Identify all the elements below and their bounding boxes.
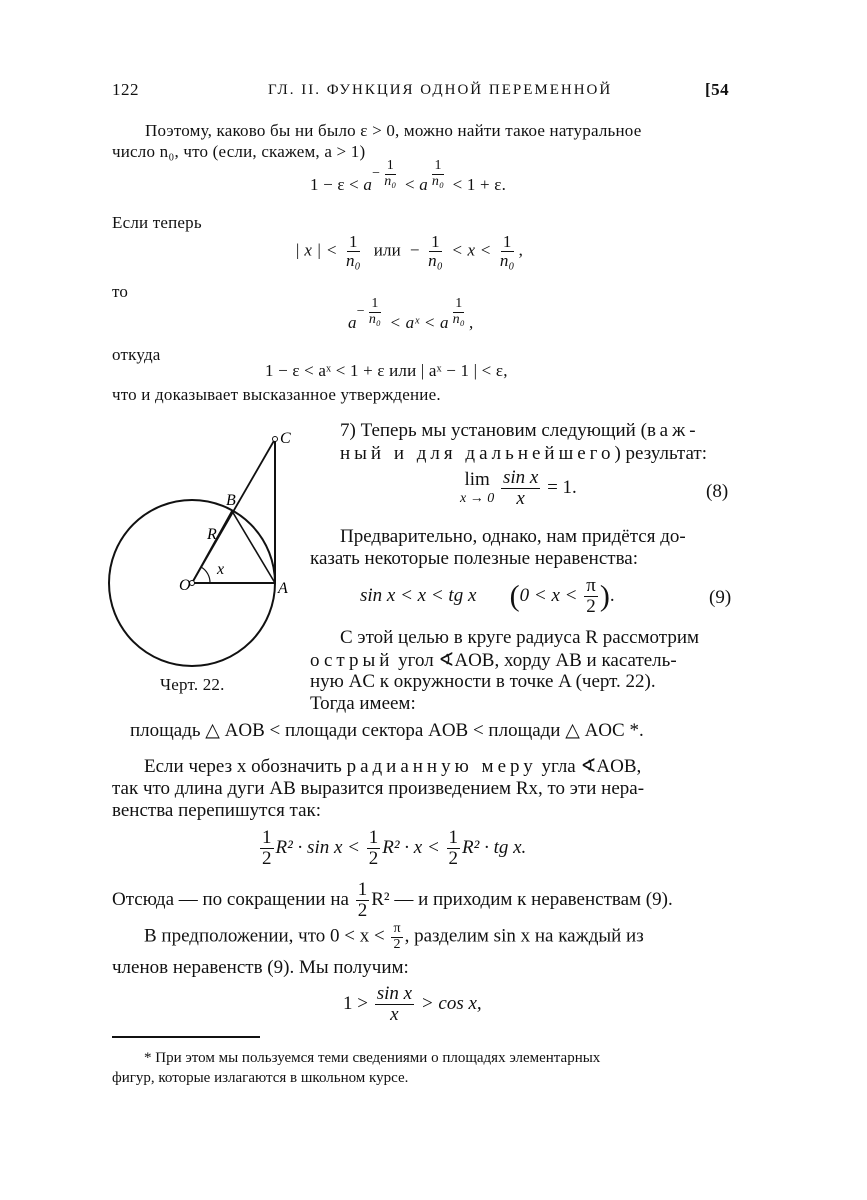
paragraph-line: Если через x обозначить радианную меру угла ∢AOB, xyxy=(144,756,642,777)
equation-areas: площадь △ AOB < площади сектора AOB < площади △ AOC *. xyxy=(130,720,644,741)
paragraph-line: 7) Теперь мы установим следующий (важ- xyxy=(340,420,700,441)
paragraph-line: Отсюда — по сокращении на $\frac{1}{2}$ R² — и приходим к неравенствам (9). xyxy=(112,879,673,921)
paragraph-line: ный и для дальнейшего) результат: xyxy=(340,443,707,464)
paragraph-line: членов неравенств (9). Мы получим: xyxy=(112,957,409,978)
paragraph-line: венства перепишутся так: xyxy=(112,800,322,821)
label-O: O xyxy=(179,577,191,594)
equation-4: 1 − ε < aˣ < 1 + ε или | aˣ − 1 | < ε, xyxy=(265,361,508,380)
word-otkuda: откуда xyxy=(112,345,161,364)
angle-arc xyxy=(201,567,210,583)
equation-limit: lim x → 0 $\frac{\text{sin x}}{x}$ = 1. xyxy=(460,467,577,509)
footnote-line: фигур, которые излагаются в школьном курсе. xyxy=(112,1070,409,1086)
paragraph-line: число n₀, что (если, скажем, a > 1) xyxy=(112,142,366,161)
section-number: [54 xyxy=(705,80,730,99)
word-esli: Если теперь xyxy=(112,213,202,232)
paragraph-line: острый угол ∢AOB, хорду AB и касатель- xyxy=(310,650,677,671)
point-C xyxy=(273,437,278,442)
label-x: x xyxy=(217,561,225,578)
page-number: 122 xyxy=(112,80,139,99)
label-B: B xyxy=(226,492,236,509)
paragraph-line: Предварительно, однако, нам придётся до- xyxy=(340,526,686,547)
equation-1: $1 - \varepsilon < a^{- \frac{1}{\text{n₀}}}$ < a $^{\frac{1}{\text{n₀}}}$ < 1 + ε. xyxy=(310,158,507,195)
figure-22 xyxy=(105,425,305,695)
paragraph-line: Поэтому, каково бы ни было ε > 0, можно найти такое натуральное xyxy=(145,121,642,140)
word-to: то xyxy=(112,282,129,301)
paragraph-line: С этой целью в круге радиуса R рассмотрим xyxy=(340,627,700,648)
equation-half-r: $\frac{1}{2}$ R² · sin x < $\frac{1}{2}$ R² · x < $\frac{1}{2}$ R² · tg x. xyxy=(262,827,527,869)
paragraph-line: что и доказывает высказанное утверждение. xyxy=(112,385,441,404)
equation-tag-9: (9) xyxy=(709,587,732,608)
running-header: ГЛ. II. ФУНКЦИЯ ОДНОЙ ПЕРЕМЕННОЙ xyxy=(268,82,613,98)
label-R: R xyxy=(207,526,217,543)
paragraph-line: казать некоторые полезные неравенства: xyxy=(310,548,639,569)
paragraph-line: ную AC к окружности в точке A (черт. 22). xyxy=(310,671,656,692)
label-A: A xyxy=(278,580,288,597)
figure-caption: Черт. 22. xyxy=(160,675,225,694)
footnote-line: * При этом мы пользуемся теми сведениями о площадях элементарных xyxy=(144,1050,601,1066)
footnote-rule xyxy=(112,1036,260,1038)
paragraph-line: так что длина дуги AB выразится произведением Rx, то эти нера- xyxy=(112,778,645,799)
equation-final: 1 > $\frac{\text{sin x}}{x}$ > cos x, xyxy=(343,983,482,1025)
paragraph-line: Тогда имеем: xyxy=(310,693,416,714)
equation-2: | x | < $\frac{1}{\text{n₀}}$ или − $\frac{1}{\text{n₀}}$ < x < $\frac{1}{\text{n₀}}$ , xyxy=(295,232,524,270)
equation-tag-8: (8) xyxy=(706,481,729,502)
equation-9: sin x < x < tg x (0 < x < $\frac{\pi}{2}$ ). xyxy=(360,575,615,617)
equation-3: $a^{- \frac{1}{\text{n₀}}}$ < aˣ < a $^{\frac{1}{\text{n₀}}}$ , xyxy=(348,296,474,333)
label-C: C xyxy=(280,430,291,447)
chord-AB xyxy=(232,511,275,583)
paragraph-line: В предположении, что 0 < x < $\frac{\pi}{2}$ , разделим sin x на каждый из xyxy=(144,921,644,952)
